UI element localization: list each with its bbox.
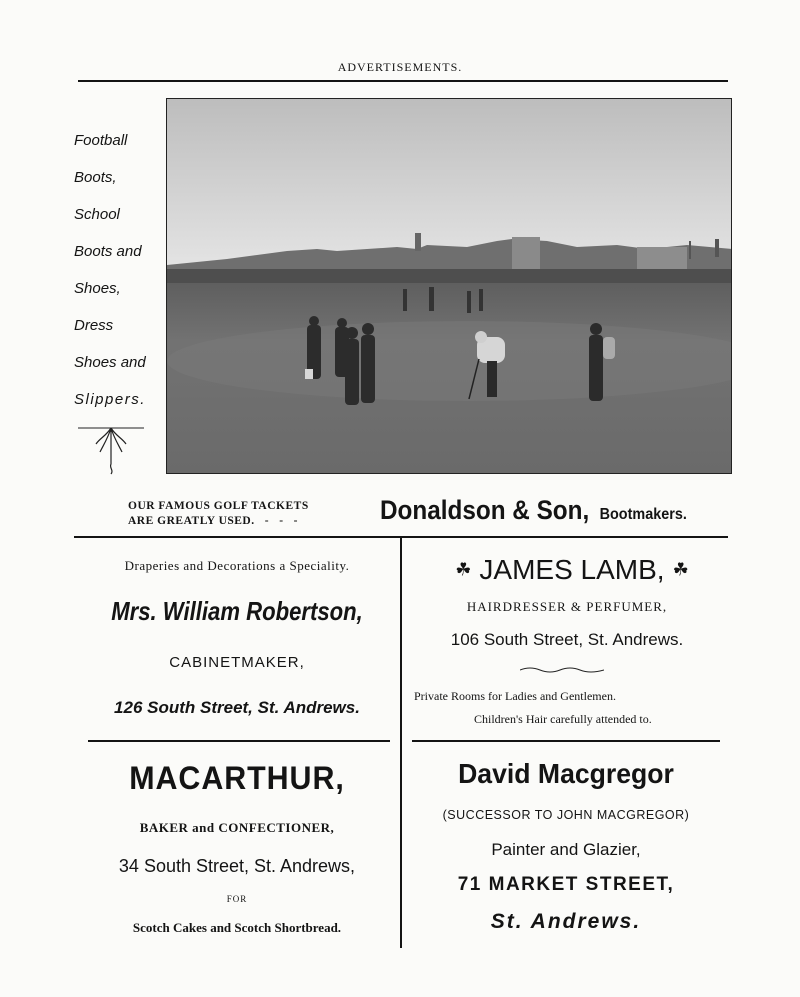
golf-tackets-notice (128, 499, 309, 529)
macarthur-for: FOR (226, 894, 248, 904)
macgregor-successor: (SUCCESSOR TO JOHN MACGREGOR) (442, 808, 690, 822)
sidebar-line: Shoes, (74, 280, 121, 297)
lamb-address: 106 South Street, St. Andrews. (450, 630, 684, 649)
macgregor-name: David Macgregor (458, 758, 674, 789)
donaldson-trade: Bootmakers. (599, 506, 687, 523)
left-row-rule (88, 740, 390, 742)
macgregor-town: St. Andrews. (490, 910, 642, 933)
sidebar-text (74, 122, 164, 418)
clover-ornament-icon: ☘ (455, 559, 472, 580)
macarthur-name: MACARTHUR, (129, 760, 345, 796)
right-row-rule (412, 740, 720, 742)
tackets-line-2: ARE GREATLY USED. - - - (128, 515, 298, 527)
robertson-tagline: Draperies and Decorations a Speciality. (124, 558, 350, 573)
sidebar-line: Football (74, 132, 128, 149)
header-rule (78, 80, 728, 82)
sidebar-line: Shoes and (74, 354, 146, 371)
macarthur-trade: BAKER and CONFECTIONER, (139, 820, 335, 835)
macgregor-street: 71 MARKET STREET, (457, 874, 675, 895)
lamb-heading (422, 554, 722, 586)
page-header: ADVERTISEMENTS. (337, 60, 463, 74)
lamb-note-2: Children's Hair carefully attended to. (474, 712, 652, 726)
flourish-ornament-icon (76, 424, 146, 476)
robertson-name: Mrs. William Robertson, (111, 596, 363, 626)
lamb-note-1: Private Rooms for Ladies and Gentlemen. (414, 689, 616, 703)
column-divider (400, 538, 402, 948)
golf-scene-illustration (167, 99, 732, 474)
sidebar-line: Boots and (74, 243, 142, 260)
robertson-trade: CABINETMAKER, (169, 654, 305, 671)
tackets-line-1: OUR FAMOUS GOLF TACKETS (128, 500, 309, 512)
sidebar-line: School (74, 206, 120, 223)
sidebar-line: Boots, (74, 169, 117, 186)
sidebar-line: Slippers. (74, 391, 146, 408)
donaldson-heading (380, 495, 687, 526)
divider-flourish-icon (520, 666, 604, 674)
clover-ornament-icon: ☘ (672, 559, 689, 580)
robertson-address: 126 South Street, St. Andrews. (114, 698, 360, 717)
macarthur-products: Scotch Cakes and Scotch Shortbread. (132, 920, 342, 935)
lamb-trade: HAIRDRESSER & PERFUMER, (466, 599, 668, 614)
donaldson-name: Donaldson & Son, (380, 495, 590, 525)
golf-course-photo (166, 98, 732, 474)
lamb-name: JAMES LAMB, (479, 554, 665, 585)
sidebar-line: Dress (74, 317, 114, 334)
macgregor-trade: Painter and Glazier, (491, 840, 641, 859)
macarthur-address: 34 South Street, St. Andrews, (118, 856, 356, 876)
